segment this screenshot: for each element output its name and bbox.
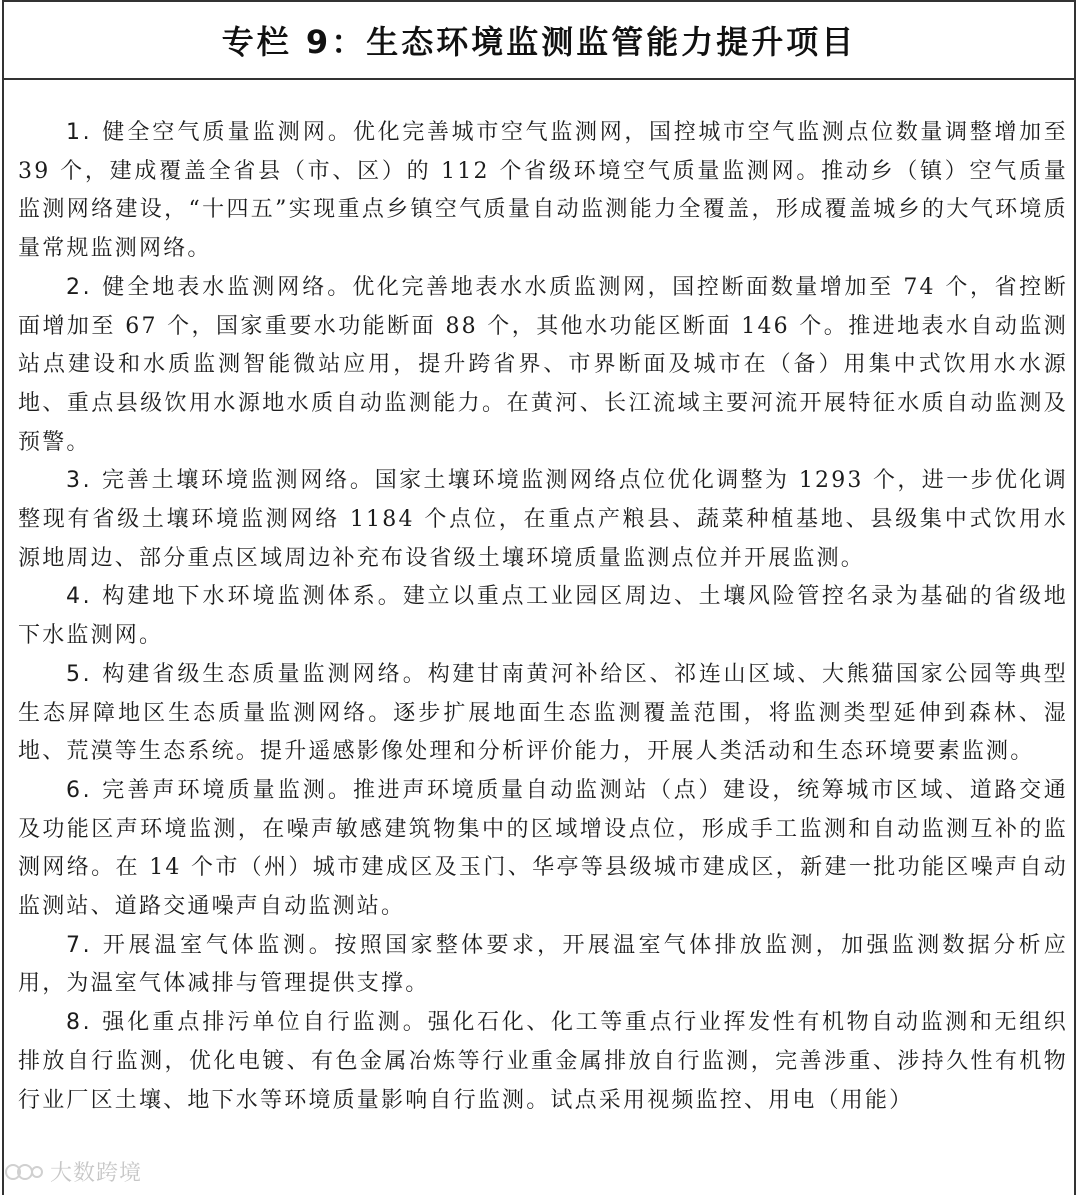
item-paragraph	[18, 269, 1068, 463]
item-text: 推进声环境质量自动监测站（点）建设，统筹城市区域、道路交通及功能区声环境监测，在噪声敏感建筑物集中的区域增设点位，形成手工监测和自动监测互补的监测网络。在 14 个市（州）城市建成区及玉门、华亭等县级城市建成区，新建一批功能区噪声自动监测站、道路交通噪声自动监测站。	[18, 777, 1068, 920]
item-paragraph	[18, 772, 1068, 927]
item-heading: 1. 健全空气质量监测网。	[66, 120, 353, 145]
item-heading: 4. 构建地下水环境监测体系。	[66, 584, 403, 610]
item-heading: 3. 完善土壤环境监测网络。	[66, 468, 375, 494]
item-heading: 2. 健全地表水监测网络。	[66, 274, 353, 300]
panel-header	[4, 2, 1074, 80]
item-paragraph	[18, 462, 1068, 578]
item-heading: 8. 强化重点排污单位自行监测。	[66, 1010, 428, 1036]
item-heading: 6. 完善声环境质量监测。	[66, 777, 353, 803]
watermark-logo-icon	[4, 1160, 44, 1184]
item-paragraph	[18, 1004, 1068, 1120]
item-text: 国家土壤环境监测网络点位优化调整为 1293 个，进一步优化调整现有省级土壤环境监测网络 1184 个点位，在重点产粮县、蔬菜种植基地、县级集中式饮用水源地周边、部分重点区域周边补充布设省级土壤环境质量监测点位并开展监测。	[18, 468, 1068, 571]
item-text: 优化完善地表水水质监测网，国控断面数量增加至 74 个，省控断面增加至 67 个，国家重要水功能断面 88 个，其他水功能区断面 146 个。推进地表水自动监测站点建设和水质监测智能微站应用，提升跨省界、市界断面及城市在（备）用集中式饮用水水源地、重点县级饮用水源地水质自动监测能力。在黄河、长江流域主要河流开展特征水质自动监测及预警。	[18, 274, 1068, 455]
item-heading: 5. 构建省级生态质量监测网络。	[66, 661, 428, 687]
item-text: 构建甘南黄河补给区、祁连山区域、大熊猫国家公园等典型生态屏障地区生态质量监测网络。逐步扩展地面生态监测覆盖范围，将监测类型延伸到森林、湿地、荒漠等生态系统。提升遥感影像处理和分析评价能力，开展人类活动和生态环境要素监测。	[18, 661, 1068, 765]
item-text: 优化完善城市空气监测网，国控城市空气监测点位数量调整增加至 39 个，建成覆盖全省县（市、区）的 112 个省级环境空气质量监测网。推动乡（镇）空气质量监测网络建设，“十四五”实现重点乡镇空气质量自动监测能力全覆盖，形成覆盖城乡的大气环境质量常规监测网络。	[18, 120, 1068, 262]
panel-title: 专栏 9：生态环境监测监管能力提升项目	[221, 23, 857, 61]
panel-body	[18, 114, 1068, 1120]
item-paragraph	[18, 578, 1068, 655]
watermark-text: 大数跨境	[50, 1161, 143, 1186]
item-text: 建立以重点工业园区周边、土壤风险管控名录为基础的省级地下水监测网。	[18, 584, 1069, 649]
item-paragraph	[18, 114, 1068, 269]
item-text: 强化石化、化工等重点行业挥发性有机物自动监测和无组织排放自行监测，优化电镀、有色金属冶炼等行业重金属排放自行监测，完善涉重、涉持久性有机物行业厂区土壤、地下水等环境质量影响自行监测。试点采用视频监控、用电（用能）	[18, 1010, 1068, 1113]
watermark	[4, 1156, 142, 1187]
item-text: 按照国家整体要求，开展温室气体排放监测，加强监测数据分析应用，为温室气体减排与管理提供支撑。	[18, 932, 1068, 997]
item-paragraph	[18, 927, 1068, 1004]
item-paragraph	[18, 656, 1068, 772]
item-heading: 7. 开展温室气体监测。	[66, 932, 335, 958]
column-panel	[2, 0, 1076, 1195]
